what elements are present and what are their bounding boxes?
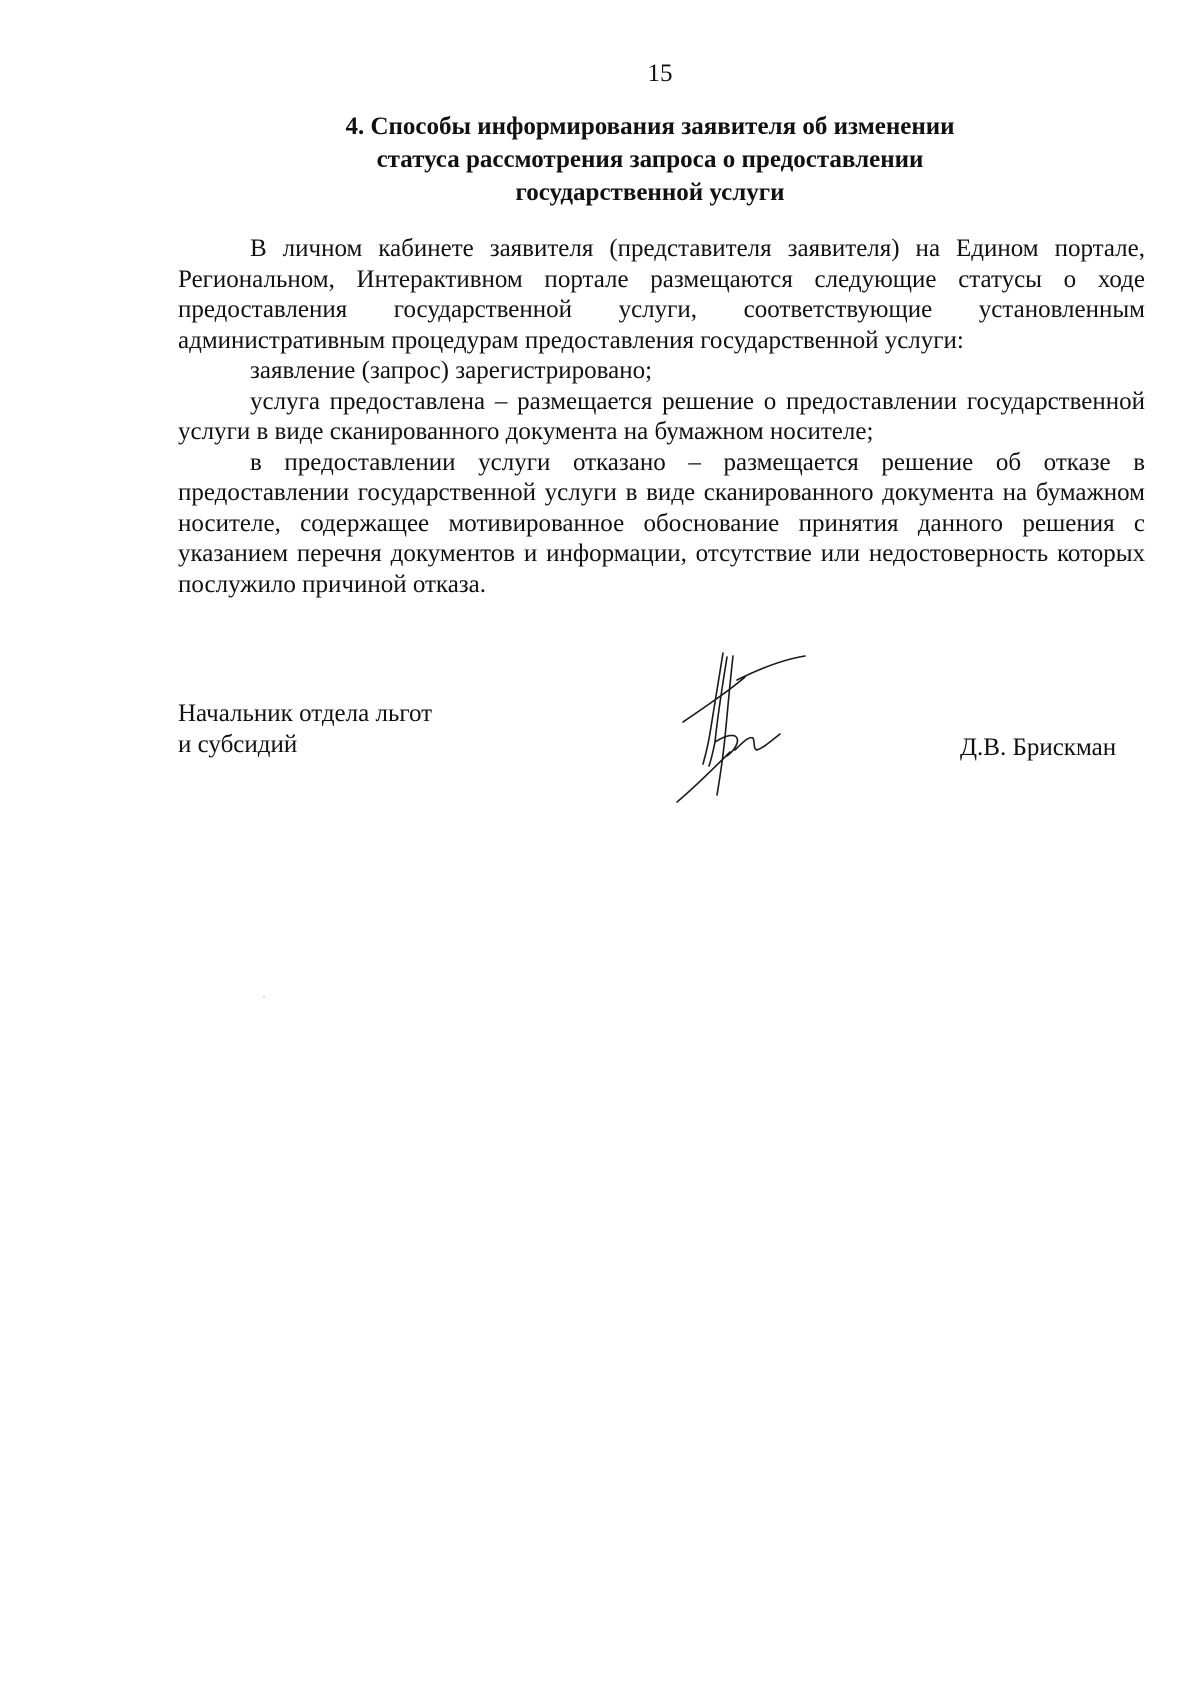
heading-line: государственной услуги [515,179,785,206]
heading-line: статуса рассмотрения запроса о предоставлении [376,146,924,173]
paragraph-intro: В личном кабинете заявителя (представителя заявителя) на Едином портале, Региональном, Интерактивном портале размещаются следующие статусы о ходе предоставления государственной услуги, соответствующие установленным административным процедурам предоставления государственной услуги: [178,235,1145,354]
signer-position [178,698,432,760]
paragraph-status-registered: заявление (запрос) зарегистрировано; [250,357,653,384]
signer-name: Д.В. Брискман [960,734,1117,761]
paragraph-status-provided: услуга предоставлена – размещается решение о предоставлении государственной услуги в виде сканированного документа на бумажном носителе; [178,387,1145,445]
signer-position-line: Начальник отдела льгот [178,700,433,727]
scan-artifact [263,996,265,997]
paragraph-status-refused: в предоставлении услуги отказано – размещается решение об отказе в предоставлении государственной услуги в виде сканированного документа на бумажном носителе, содержащее мотивированное обоснование принятия данного решения с указанием перечня документов и информации, отсутствие или недостоверность которых послужило причиной отказа. [178,448,1145,598]
handwritten-signature-icon [675,652,825,812]
page-number: 15 [647,60,673,87]
heading-line: 4. Способы информирования заявителя об изменении [345,113,955,140]
signer-position-line: и субсидий [178,731,298,758]
